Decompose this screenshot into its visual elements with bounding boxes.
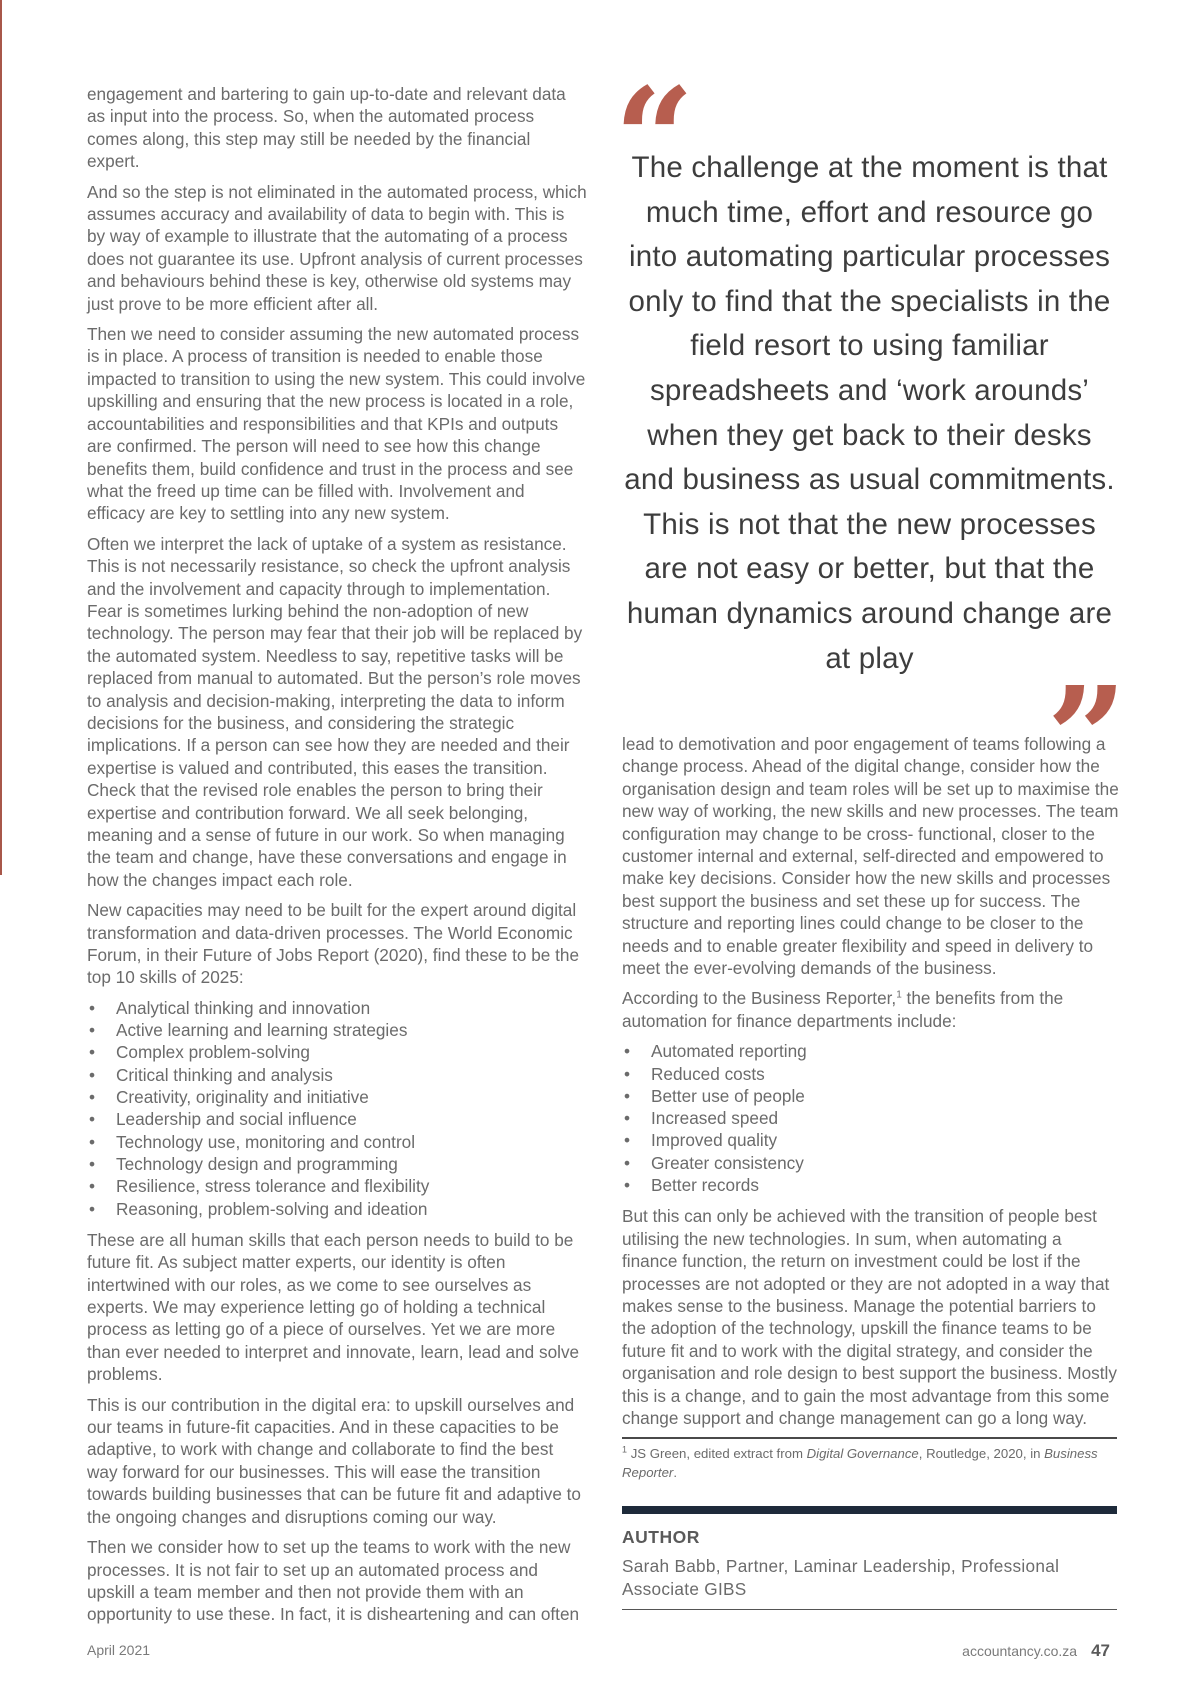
body-paragraph: Often we interpret the lack of uptake of a system as resistance. This is not necessarily resistance, so check the upfront analysis and the involvement and capacity through to implementation. Fear is sometimes lurking behind the non-adoption of new technology. The person may fear that their job will be replaced by the automated system. Needless to say, repetitive tasks will be replaced from manual to automated. But the person’s role moves to analysis and decision-making, interpreting the data to inform decisions for the business, and considering the strategic implications. If a person can see how they are needed and their expertise is valued and contributed, this eases the transition. Check that the revised role enables the person to bring their expertise and contribution forward. We all seek belonging, meaning and a sense of future in our work. So when managing the team and change, have these conversations and engage in how the changes impact each role.	[87, 533, 583, 890]
footer-right	[962, 1641, 1110, 1661]
body-paragraph: But this can only be achieved with the transition of people best utilising the new technologies. In sum, when automating a finance function, the return on investment could be lost if the processes are not adopted or they are not adopted in a way that makes sense to the business. Manage the potential barriers to the adoption of the technology, upskill the finance teams to be future fit and to work with the digital strategy, and consider the organisation and role design to best support the business. Mostly this is a change, and to gain the most advantage from this some change support and change management can go a long way.	[622, 1206, 1117, 1429]
list-item: • Greater consistency	[622, 1152, 1120, 1174]
list-item: • Improved quality	[622, 1129, 1120, 1151]
list-item: • Better records	[622, 1174, 1120, 1196]
body-paragraph: lead to demotivation and poor engagement of teams following a change process. Ahead of the digital change, consider how the organisation design and team roles will be set up to maximise the new way of working, the new skills and new processes. The team configuration may change to be cross- functional, closer to the customer internal and external, self-directed and empowered to make key decisions. Consider how the new skills and processes best support the business and set these up for success. The structure and reporting lines could change to be closer to the needs and to enable greater flexibility and speed in delivery to meet the ever-evolving demands of the business.	[622, 734, 1119, 979]
right-column	[622, 733, 1120, 1610]
body-paragraph: Then we consider how to set up the teams to work with the new processes. It is not fair to set up an automated process and upskill a team member and then not provide them with an opportunity to use these. In fact, it is disheartening and can often	[87, 1537, 580, 1625]
benefits-list	[622, 1040, 1120, 1196]
list-item: • Resilience, stress tolerance and flexibility	[87, 1175, 587, 1197]
list-item: • Analytical thinking and innovation	[87, 997, 587, 1019]
body-paragraph: Then we need to consider assuming the new automated process is in place. A process of transition is needed to enable those impacted to transition to using the new system. This could involve upskilling and ensuring that the new process is located in a role, accountabilities and responsibilities and that KPIs and outputs are confirmed. The person will need to see how this change benefits them, build confidence and trust in the process and see what the freed up time can be filled with. Involvement and efficacy are key to settling into any new system.	[87, 324, 586, 524]
list-item: • Technology use, monitoring and control	[87, 1131, 587, 1153]
list-item: • Automated reporting	[622, 1040, 1120, 1062]
author-divider-line	[622, 1609, 1117, 1610]
author-bio: Sarah Babb, Partner, Laminar Leadership, Professional Associate GIBS	[622, 1556, 1060, 1600]
footer-site-link[interactable]: accountancy.co.za	[962, 1643, 1078, 1659]
list-item: • Critical thinking and analysis	[87, 1064, 587, 1086]
list-item: • Better use of people	[622, 1085, 1120, 1107]
list-item: • Active learning and learning strategies	[87, 1019, 587, 1041]
list-item: • Reasoning, problem-solving and ideation	[87, 1198, 587, 1220]
footer-date: April 2021	[87, 1642, 151, 1658]
footnote-ref[interactable]: 1	[896, 989, 902, 1001]
close-quote-icon: ”	[1046, 657, 1127, 822]
author-divider-bar	[622, 1506, 1117, 1514]
list-item: • Technology design and programming	[87, 1153, 587, 1175]
pull-quote-block	[614, 58, 1127, 822]
author-heading: AUTHOR	[622, 1527, 700, 1548]
left-column	[87, 83, 587, 1634]
body-paragraph: engagement and bartering to gain up-to-date and relevant data as input into the process. So, when the automated process comes along, this step may still be needed by the financial expert.	[87, 84, 566, 172]
body-paragraph: According to the Business Reporter,$^1$ the benefits from the automation for finance departments include:	[622, 988, 1064, 1031]
list-item: • Complex problem-solving	[87, 1041, 587, 1063]
pull-quote-text: The challenge at the moment is that much time, effort and resource go into automating particular processes only to find that the specialists in the field resort to using familiar spreadsheets and ‘work arounds’ when they get back to their desks and business as usual commitments. This is not that the new processes are not easy or better, but that the human dynamics around change are at play	[624, 151, 1115, 675]
list-item: • Creativity, originality and initiative	[87, 1086, 587, 1108]
body-paragraph: And so the step is not eliminated in the automated process, which assumes accuracy and availability of data to begin with. This is by way of example to illustrate that the automating of a process does not guarantee its use. Upfront analysis of current processes and behaviours behind these is key, otherwise old systems may just prove to be more efficient after all.	[87, 181, 587, 314]
body-paragraph: This is our contribution in the digital era: to upskill ourselves and our teams in future-fit capacities. And in these capacities to be adaptive, to work with change and collaborate to find the best way forward for our businesses. This will ease the transition towards building businesses that can be future fit and adaptive to the ongoing changes and disruptions coming our way.	[87, 1394, 581, 1527]
open-quote-icon: “	[614, 58, 695, 222]
skills-list	[87, 997, 587, 1220]
list-item: • Leadership and social influence	[87, 1108, 587, 1130]
list-item: • Increased speed	[622, 1107, 1120, 1129]
page-number: 47	[1091, 1641, 1110, 1660]
footnote-text: $^1$ JS Green, edited extract from Digital Governance, Routledge, 2020, in Business Reporter.	[622, 1445, 1098, 1480]
body-paragraph: New capacities may need to be built for the expert around digital transformation and data-driven processes. The World Economic Forum, in their Future of Jobs Report (2020), find these to be the top 10 skills of 2025:	[87, 900, 580, 988]
list-item: • Reduced costs	[622, 1063, 1120, 1085]
body-paragraph: These are all human skills that each person needs to build to be future fit. As subject matter experts, our identity is often intertwined with our roles, as we come to see ourselves as experts. We may experience letting go of holding a technical process as letting go of a piece of ourselves. Yet we are more than ever needed to interpret and innovate, learn, lead and solve problems.	[87, 1229, 580, 1385]
footnote-section	[622, 1437, 1117, 1482]
page-edge-accent-line	[0, 0, 2, 875]
